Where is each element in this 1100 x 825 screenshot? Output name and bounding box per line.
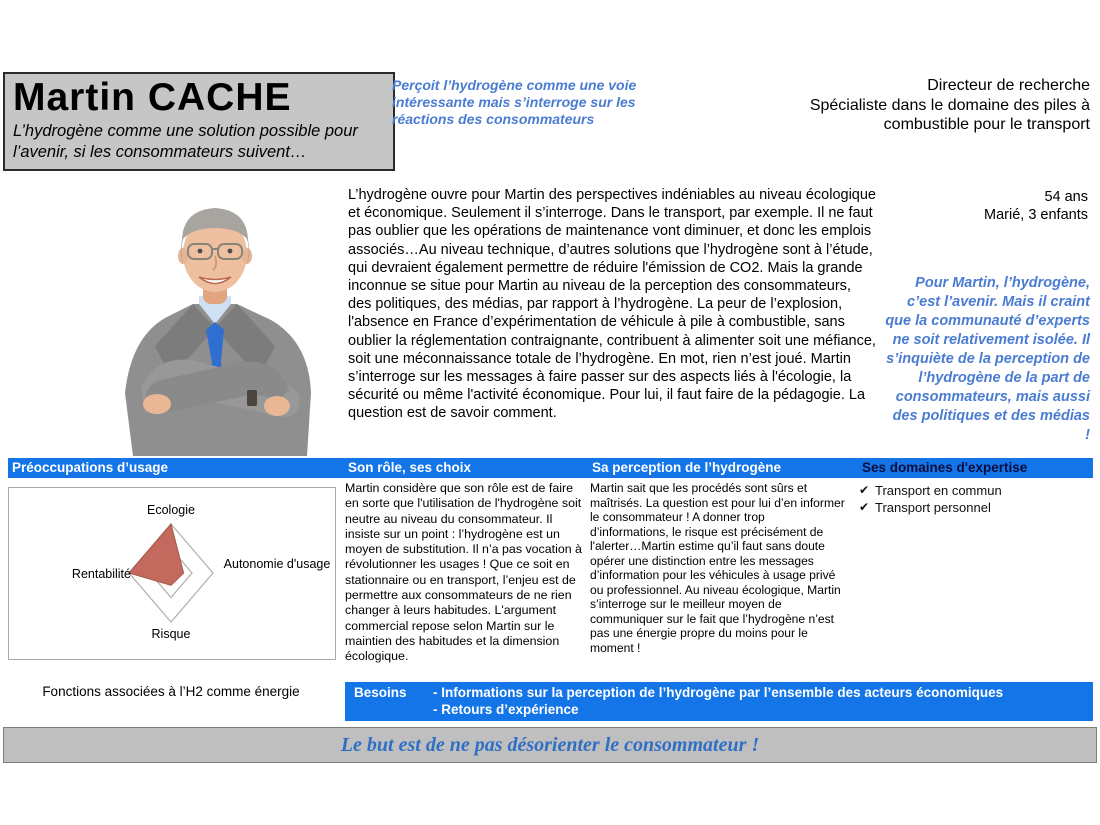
- section-title-usage: Préoccupations d’usage: [12, 460, 169, 475]
- job-title-line2: Spécialiste dans le domaine des piles à combustible pour le transport: [809, 96, 1090, 133]
- section-title-role: Son rôle, ses choix: [348, 460, 472, 475]
- section-title-perception: Sa perception de l’hydrogène: [592, 460, 782, 475]
- besoins-items: [433, 684, 1093, 718]
- expertise-item: [859, 499, 1091, 516]
- besoins-bar: [345, 682, 1093, 721]
- top-quote: Perçoit l’hydrogène comme une voie intéressante mais s’interroge sur les réactions des consommateurs: [392, 77, 637, 127]
- radar-chart-box: [8, 487, 336, 660]
- side-quote: Pour Martin, l’hydrogène, c’est l’avenir. Mais il craint que la communauté d’experts ne soit relativement isolée. Il s’inquiète de la perception de l’hydrogène de la part de consommateurs, mais aussi des politiques et des médias !: [885, 275, 1090, 443]
- section-header-bar: [8, 458, 1093, 478]
- besoins-item: - Retours d’expérience: [433, 702, 579, 717]
- perception-text: Martin sait que les procédés sont sûrs et maîtrisés. La question est pour lui d’en informer le consommateur ! A donner trop d’informations, le risque est précisément de l'alerter…Martin estime qu’il faut sans doute opérer une distinction entre les messages d’information pour les véhicules à usage privé ou professionnel. Au niveau écologique, Martin s’interroge sur le meilleur moyen de communiquer sur le fait que l’hydrogène n’est pas une énergie propre du moins pour le moment !: [590, 481, 845, 655]
- bio-age: 54 ans: [1044, 189, 1088, 205]
- besoins-item: - Informations sur la perception de l’hydrogène par l’ensemble des acteurs économiques: [433, 685, 1004, 700]
- footer-banner: [3, 727, 1097, 763]
- bio-block: [880, 188, 1088, 224]
- footer-quote: Le but est de ne pas désorienter le consommateur !: [340, 733, 760, 756]
- chart-caption: Fonctions associées à l’H2 comme énergie: [42, 684, 300, 699]
- bio-family: Marié, 3 enfants: [984, 207, 1088, 223]
- check-icon: ✔: [859, 500, 870, 514]
- persona-name: Martin CACHE: [13, 76, 292, 119]
- section-title-expertise: Ses domaines d'expertise: [862, 460, 1028, 475]
- expertise-item-label: Transport en commun: [875, 483, 1002, 498]
- job-title-line1: Directeur de recherche: [927, 77, 1090, 94]
- job-title-block: [788, 76, 1090, 135]
- persona-photo: [95, 178, 335, 456]
- besoins-label: Besoins: [354, 685, 407, 700]
- persona-tagline: L’hydrogène comme une solution possible pour l’avenir, si les consommateurs suivent…: [13, 122, 358, 161]
- expertise-item-label: Transport personnel: [875, 500, 991, 515]
- portrait-illustration: [95, 178, 335, 456]
- check-icon: ✔: [859, 483, 870, 497]
- expertise-list: [859, 482, 1091, 516]
- role-text: Martin considère que son rôle est de faire en sorte que l'utilisation de l'hydrogène soit neutre au niveau du consommateur. Il insiste sur un point : l’hydrogène est un moyen de substitution. Il n’a pas vocation à révolutionner les usages ! Que ce soit en stationnaire ou en transport, l’enjeu est de permettre aux consommateurs de ne rien changer à leurs habitudes. L'argument commercial repose selon Martin sur le maintien des habitudes et la dimension écologique.: [345, 481, 582, 664]
- header-box: [3, 72, 395, 171]
- radar-label-rentabilite: Rentabilité: [71, 567, 131, 581]
- expertise-item: [859, 482, 1091, 499]
- radar-label-risque: Risque: [151, 627, 191, 641]
- radar-label-autonomie: Autonomie d'usage: [223, 557, 331, 571]
- main-description: L’hydrogène ouvre pour Martin des perspectives indéniables au niveau écologique et économique. Seulement il s’interroge. Dans le transport, par exemple. Il ne faut pas oublier que les opérations de maintenance vont diminuer, et donc les emplois associés…Au niveau technique, d’autres solutions que l’hydrogène sont à l’étude, qui devraient également permettre de réduire l'émission de CO2. Mais la grande inconnue se situe pour Martin au niveau de la perception des consommateurs, des politiques, des médias, par rapport à l’hydrogène. La peur de l’explosion, l'absence en France d’expérimentation de véhicule à pile à combustible, sans oublier la réglementation contraignante, contribuent à alimenter soit une méfiance, soit une méconnaissance totale de l’hydrogène. En mot, rien n’est joué. Martin s’interroge sur les messages à faire passer sur des aspects liés à l'écologie, la sécurité ou même l'activité économique. Pour lui, il faut faire de la pédagogie. La question est de savoir comment.: [348, 187, 876, 422]
- radar-label-ecologie: Ecologie: [147, 503, 195, 517]
